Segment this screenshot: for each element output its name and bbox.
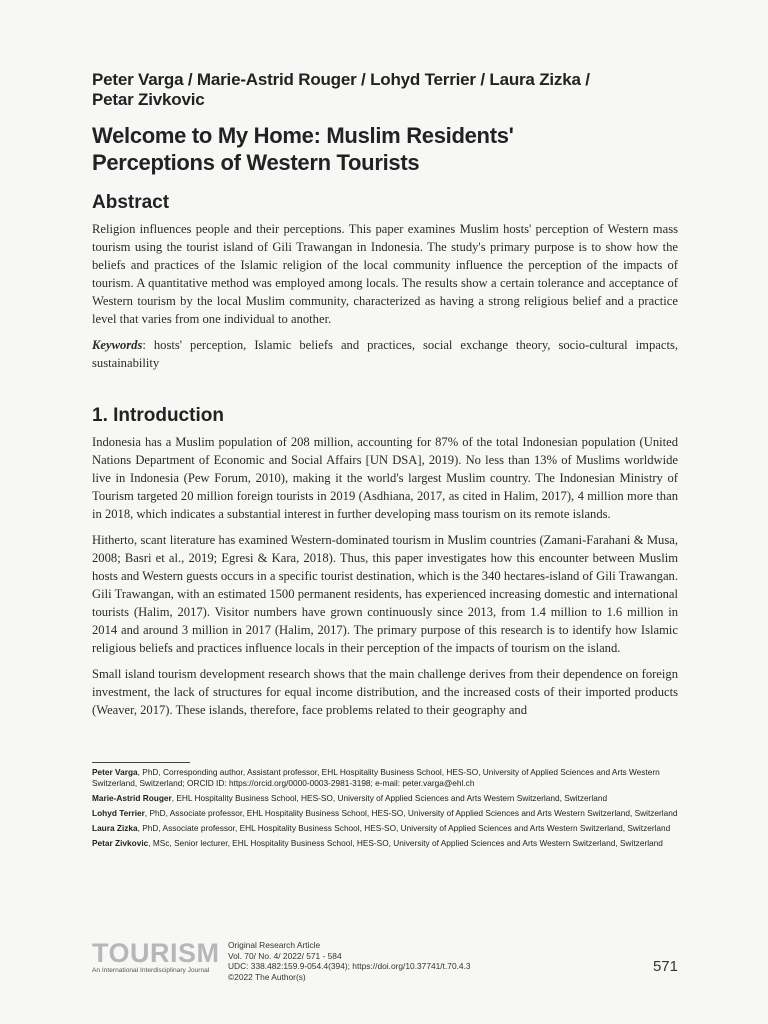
footnote-author-name: Lohyd Terrier — [92, 808, 145, 818]
keywords-label: Keywords — [92, 338, 143, 352]
footnote-author-details: , PhD, Corresponding author, Assistant professor, EHL Hospitality Business School, HES-SO, University of Applied Sciences and Arts Western Switzerland, Switzerland; ORCID ID: https://orcid.org/0000-0003-2981-3198; e-mail: peter.varga@ehl.ch — [92, 767, 660, 788]
journal-subtitle: An International Interdisciplinary Journal — [92, 967, 210, 974]
footnote-item — [92, 793, 678, 804]
keywords-text: : hosts' perception, Islamic beliefs and practices, social exchange theory, socio-cultural impacts, sustainability — [92, 338, 678, 370]
footnote-divider — [92, 762, 190, 763]
intro-paragraph-1: Indonesia has a Muslim population of 208 million, accounting for 87% of the total Indonesian population (United Nations Department of Economic and Social Affairs [UN DSA], 2019). No less than 13% of Muslims worldwide live in Indonesia (Pew Forum, 2010), making it the world's largest Muslim country. The Indonesian Ministry of Tourism targeted 20 million foreign tourists in 2019 (Asdhiana, 2017, as cited in Halim, 2017), 4 million more than in 2018, which indicates a substantial interest in further developing mass tourism on its remote islands. — [92, 435, 678, 521]
article-type: Original Research Article — [228, 940, 321, 950]
footnote-author-details: , MSc, Senior lecturer, EHL Hospitality Business School, HES-SO, University of Applied Sciences and Arts Western Switzerland, Switzerland — [148, 838, 663, 848]
footnote-item — [92, 823, 678, 834]
journal-logo: TOURISM — [92, 938, 220, 968]
title-line-1: Welcome to My Home: Muslim Residents' — [92, 123, 514, 148]
footnote-author-name: Marie-Astrid Rouger — [92, 793, 172, 803]
author-footnotes — [92, 762, 678, 853]
abstract-text: Religion influences people and their perceptions. This paper examines Muslim hosts' perception of Western mass tourism using the tourist island of Gili Trawangan in Indonesia. The study's primary purpose is to show how the beliefs and practices of the Islamic religion of the local community influence the perception of the impacts of tourism. A quantitative method was employed among locals. The results show a certain tolerance and acceptance of Western tourism by the local Muslim community, characterized as having a strong religious belief and a practice level that varies from one individual to another. — [92, 222, 678, 326]
volume-info: Vol. 70/ No. 4/ 2022/ 571 - 584 — [228, 950, 342, 961]
footnote-author-details: , PhD, Associate professor, EHL Hospitality Business School, HES-SO, University of Applied Sciences and Arts Western Switzerland, Switzerland — [144, 808, 678, 818]
footnote-author-name: Petar Zivkovic — [92, 838, 149, 848]
footnote-item — [92, 838, 678, 849]
footnote-author-name: Laura Zizka — [92, 823, 138, 833]
page-footer — [92, 938, 678, 998]
page-number: 571 — [652, 958, 678, 975]
footnote-item — [92, 808, 678, 819]
article-metadata — [228, 940, 471, 982]
footnote-author-details: , PhD, Associate professor, EHL Hospitality Business School, HES-SO, University of Applied Sciences and Arts Western Switzerland, Switzerland — [137, 823, 671, 833]
footnote-author-details: , EHL Hospitality Business School, HES-SO, University of Applied Sciences and Arts Western Switzerland, Switzerland — [171, 793, 608, 803]
authors-line-2: Petar Zivkovic — [92, 90, 205, 109]
authors-line-1: Peter Varga / Marie-Astrid Rouger / Lohyd Terrier / Laura Zizka / — [92, 70, 590, 89]
intro-paragraph-2: Hitherto, scant literature has examined Western-dominated tourism in Muslim countries (Zamani-Farahani & Musa, 2008; Basri et al., 2019; Egresi & Kara, 2018). Thus, this paper investigates how this encounter between Muslim hosts and Western guests occurs in a specific tourist destination, which is the 340 hectares-island of Gili Trawangan. Gili Trawangan, with an estimated 1500 permanent residents, has experienced increasing domestic and international tourists (Halim, 2017). Visitor numbers have grown continuously since 2013, from 1.4 million to 1.6 million in 2014 and around 3 million in 2017 (Halim, 2017). The primary purpose of this research is to identify how Islamic religious beliefs and practices influence locals in their perception of the impacts of tourism on the island. — [92, 533, 678, 655]
abstract-heading: Abstract — [92, 192, 170, 213]
footnote-author-name: Peter Varga — [92, 767, 138, 777]
title-line-2: Perceptions of Western Tourists — [92, 150, 420, 175]
udc-doi: UDC: 338.482:159.9-054.4(394); https://doi.org/10.37741/t.70.4.3 — [228, 961, 471, 971]
article-title — [92, 122, 678, 176]
keywords — [92, 336, 678, 372]
author-list — [92, 70, 678, 110]
copyright: ©2022 The Author(s) — [228, 971, 306, 982]
intro-paragraph-3: Small island tourism development research shows that the main challenge derives from their dependence on foreign investment, the lack of structures for equal income distribution, and the increased costs of their imported products (Weaver, 2017). These islands, therefore, face problems related to their geography and — [92, 667, 678, 717]
footnote-item — [92, 767, 678, 789]
introduction-heading: 1. Introduction — [92, 405, 224, 426]
article-page — [92, 70, 678, 719]
